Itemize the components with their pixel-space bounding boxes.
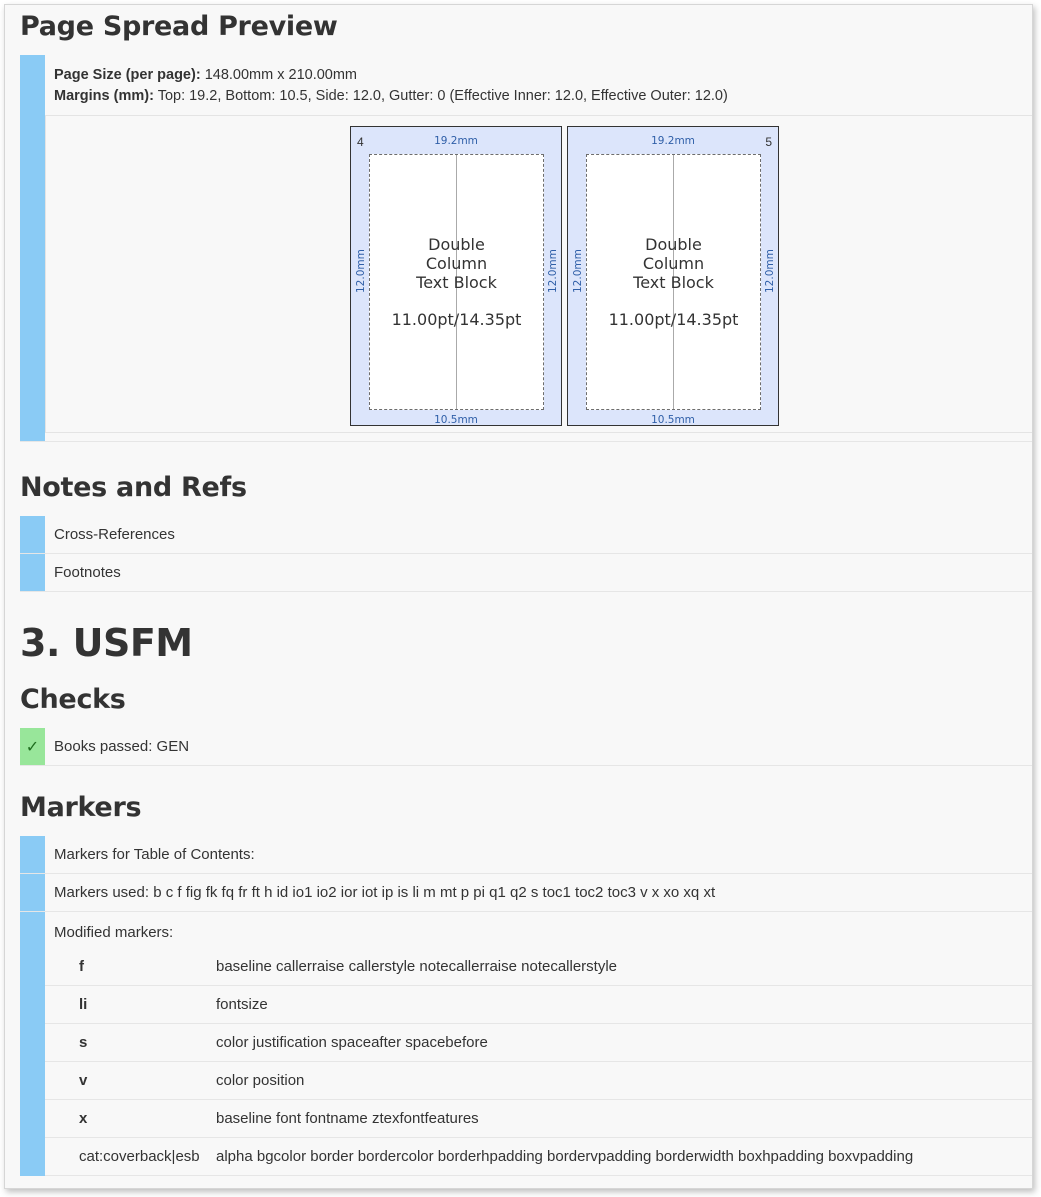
- used-markers: Markers used: b c f fig fk fq fr ft h id io1 io2 ior iot ip is li m mt p pi q1 q2 s toc1 toc2 toc3 v x xo xq xt: [54, 884, 716, 901]
- marker-name: s: [79, 1034, 88, 1051]
- marker-props: color justification spaceafter spacebefore: [216, 1034, 488, 1051]
- section-accent-bar: [20, 516, 45, 553]
- table-row: [45, 948, 1032, 986]
- table-row: [45, 1024, 1032, 1062]
- report-content: [20, 5, 1032, 1176]
- page-spread-heading: Page Spread Preview: [20, 11, 338, 42]
- list-item: [20, 554, 1032, 592]
- modified-label: Modified markers:: [54, 923, 174, 941]
- page-size-value: 148.00mm x 210.00mm: [204, 67, 358, 83]
- text-block-line: Column: [642, 254, 705, 273]
- section-accent-bar: [20, 874, 45, 911]
- text-block-line: Double: [645, 235, 702, 254]
- top-margin-dim: 19.2mm: [651, 135, 695, 147]
- table-row: [45, 1138, 1032, 1176]
- report-frame: [4, 4, 1033, 1189]
- right-page: [567, 126, 779, 426]
- text-block-line: Column: [425, 254, 488, 273]
- marker-name: x: [79, 1110, 88, 1127]
- toc-markers: Markers for Table of Contents:: [54, 846, 255, 863]
- section-accent-bar: [20, 554, 45, 591]
- page-size-info: [45, 55, 1032, 107]
- check-icon: ✓: [20, 728, 45, 765]
- text-block: [586, 154, 761, 410]
- marker-props: color position: [216, 1072, 305, 1089]
- page-size-label: Page Size (per page):: [54, 67, 201, 83]
- margins-label: Margins (mm):: [54, 88, 154, 104]
- left-margin-dim: 12.0mm: [572, 249, 584, 293]
- page-number: 4: [357, 135, 364, 149]
- bottom-margin-dim: 10.5mm: [651, 414, 695, 426]
- modified-markers-section: [20, 912, 1032, 1176]
- marker-props: alpha bgcolor border bordercolor borderhpadding bordervpadding borderwidth boxhpadding boxvpadding: [216, 1148, 914, 1165]
- marker-name: v: [79, 1072, 88, 1089]
- list-item: [20, 874, 1032, 912]
- table-row: [45, 1100, 1032, 1138]
- spread-preview: [45, 115, 1032, 433]
- table-row: [45, 986, 1032, 1024]
- section-accent-bar: [20, 55, 45, 441]
- usfm-heading: 3. USFM: [20, 621, 193, 665]
- list-item: [20, 516, 1032, 554]
- top-margin-dim: 19.2mm: [434, 135, 478, 147]
- margins-value: Top: 19.2, Bottom: 10.5, Side: 12.0, Gutter: 0 (Effective Inner: 12.0, Effective Outer: 12.0): [157, 88, 728, 104]
- bottom-margin-dim: 10.5mm: [434, 414, 478, 426]
- marker-name: li: [79, 996, 88, 1013]
- text-block-line: Double: [428, 235, 485, 254]
- list-item-label: Footnotes: [54, 564, 121, 581]
- checks-heading: Checks: [20, 684, 126, 715]
- text-block-label: [587, 235, 760, 292]
- marker-props: baseline font fontname ztexfontfeatures: [216, 1110, 479, 1127]
- font-size-label: 11.00pt/14.35pt: [391, 310, 522, 329]
- marker-props: fontsize: [216, 996, 268, 1013]
- check-text: Books passed: GEN: [54, 738, 190, 755]
- notes-heading: Notes and Refs: [20, 472, 247, 503]
- page-spread-section: [20, 55, 1032, 442]
- list-item: [20, 836, 1032, 874]
- markers-heading: Markers: [20, 792, 142, 823]
- page-number: 5: [765, 135, 772, 149]
- left-margin-dim: 12.0mm: [355, 249, 367, 293]
- marker-props: baseline callerraise callerstyle notecallerraise notecallerstyle: [216, 958, 618, 975]
- font-size-label: 11.00pt/14.35pt: [608, 310, 739, 329]
- text-block-line: Text Block: [416, 273, 497, 292]
- text-block-line: Text Block: [633, 273, 714, 292]
- right-margin-dim: 12.0mm: [547, 249, 559, 293]
- marker-name: f: [79, 958, 84, 975]
- left-page: [350, 126, 562, 426]
- text-block: [369, 154, 544, 410]
- table-row: [45, 1062, 1032, 1100]
- check-row: [20, 728, 1032, 766]
- section-accent-bar: [20, 912, 45, 1176]
- list-item-label: Cross-References: [54, 526, 175, 543]
- marker-name: cat:coverback|esb: [79, 1148, 200, 1165]
- section-accent-bar: [20, 836, 45, 873]
- text-block-label: [370, 235, 543, 292]
- right-margin-dim: 12.0mm: [764, 249, 776, 293]
